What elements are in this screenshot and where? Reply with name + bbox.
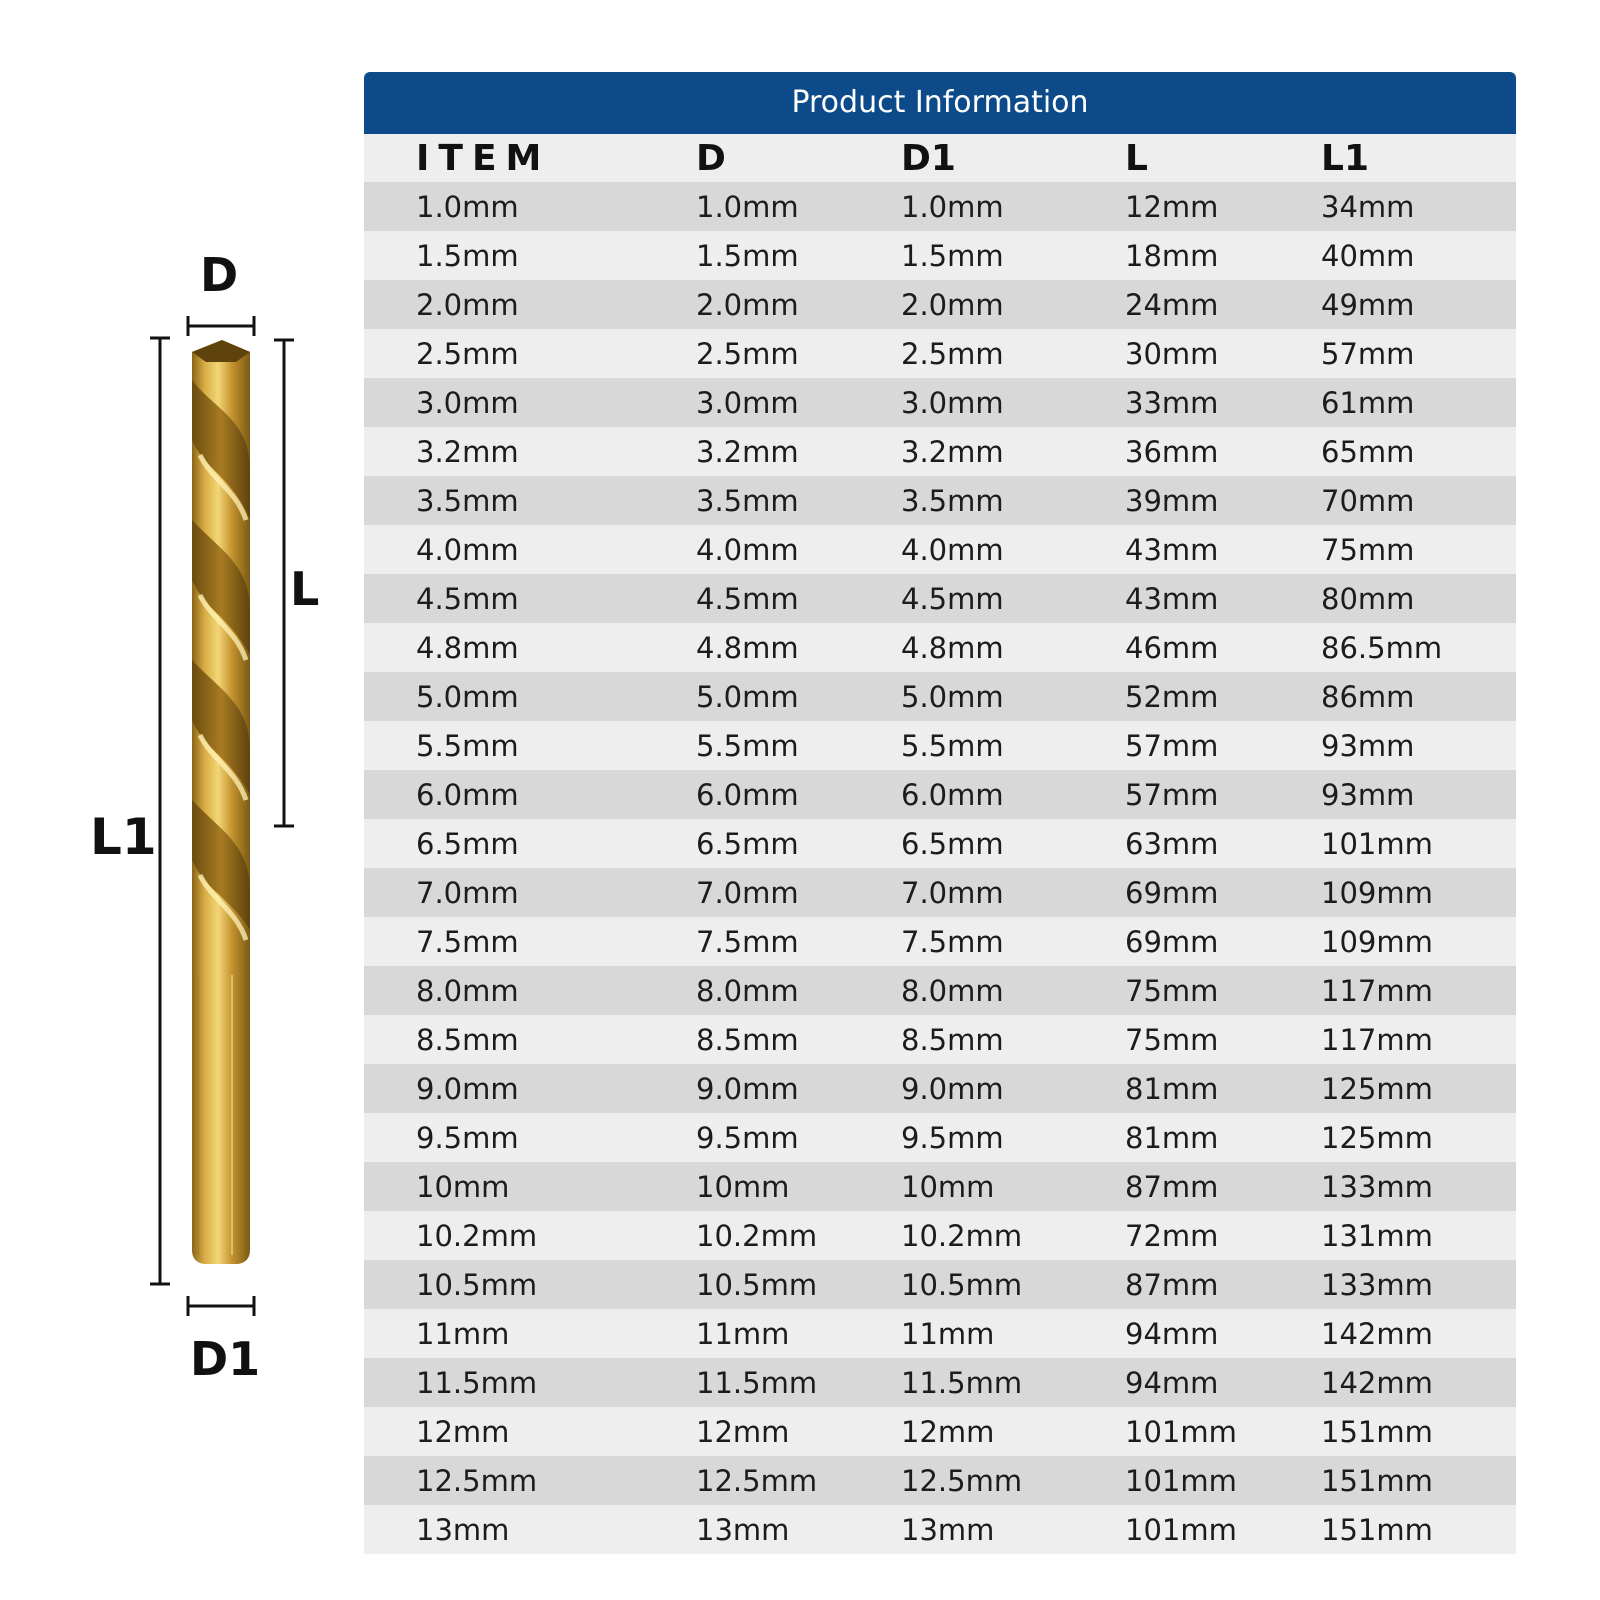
cell-l1: 75mm	[1321, 532, 1415, 567]
table-row	[364, 525, 1516, 574]
cell-item: 5.0mm	[416, 679, 519, 714]
cell-l1: 125mm	[1321, 1120, 1433, 1155]
cell-item: 7.5mm	[416, 924, 519, 959]
cell-l1: 34mm	[1321, 189, 1415, 224]
header-l: L	[1125, 137, 1148, 179]
cell-item: 5.5mm	[416, 728, 519, 763]
cell-l: 101mm	[1125, 1512, 1237, 1547]
cell-item: 3.2mm	[416, 434, 519, 469]
dimension-label-d1: D1	[190, 1332, 261, 1386]
cell-d1: 11.5mm	[901, 1365, 1023, 1400]
cell-d: 4.0mm	[696, 532, 799, 567]
cell-d1: 4.5mm	[901, 581, 1004, 616]
cell-d: 3.5mm	[696, 483, 799, 518]
cell-d1: 10.2mm	[901, 1218, 1023, 1253]
cell-d1: 7.0mm	[901, 875, 1004, 910]
header-item: ITEM	[416, 137, 551, 179]
cell-d: 8.5mm	[696, 1022, 799, 1057]
table-row	[364, 1407, 1516, 1456]
table-row	[364, 427, 1516, 476]
table-row	[364, 280, 1516, 329]
table-row	[364, 770, 1516, 819]
drill-diagram	[0, 0, 340, 1600]
cell-item: 1.5mm	[416, 238, 519, 273]
cell-l: 75mm	[1125, 973, 1219, 1008]
cell-d1: 7.5mm	[901, 924, 1004, 959]
table-row	[364, 182, 1516, 231]
cell-l1: 151mm	[1321, 1512, 1433, 1547]
cell-l: 94mm	[1125, 1316, 1219, 1351]
cell-d: 9.5mm	[696, 1120, 799, 1155]
cell-item: 8.0mm	[416, 973, 519, 1008]
cell-d1: 4.8mm	[901, 630, 1004, 665]
cell-l1: 109mm	[1321, 924, 1433, 959]
cell-l1: 151mm	[1321, 1463, 1433, 1498]
drill-bit-drawing	[0, 0, 340, 1600]
cell-l: 75mm	[1125, 1022, 1219, 1057]
table-row	[364, 1113, 1516, 1162]
cell-d1: 6.5mm	[901, 826, 1004, 861]
table-row	[364, 721, 1516, 770]
table-row	[364, 1064, 1516, 1113]
cell-item: 11.5mm	[416, 1365, 538, 1400]
cell-l: 52mm	[1125, 679, 1219, 714]
cell-l1: 61mm	[1321, 385, 1415, 420]
cell-item: 4.8mm	[416, 630, 519, 665]
cell-d: 12.5mm	[696, 1463, 818, 1498]
cell-l: 39mm	[1125, 483, 1219, 518]
cell-d: 3.2mm	[696, 434, 799, 469]
cell-d1: 11mm	[901, 1316, 995, 1351]
cell-d: 8.0mm	[696, 973, 799, 1008]
cell-item: 2.5mm	[416, 336, 519, 371]
table-row	[364, 231, 1516, 280]
cell-l: 81mm	[1125, 1071, 1219, 1106]
cell-d1: 8.0mm	[901, 973, 1004, 1008]
cell-d1: 4.0mm	[901, 532, 1004, 567]
cell-d1: 6.0mm	[901, 777, 1004, 812]
table-row	[364, 1162, 1516, 1211]
cell-l1: 109mm	[1321, 875, 1433, 910]
table-row	[364, 1309, 1516, 1358]
table-header-row	[364, 134, 1516, 182]
cell-d1: 3.5mm	[901, 483, 1004, 518]
cell-item: 13mm	[416, 1512, 510, 1547]
cell-d: 1.0mm	[696, 189, 799, 224]
table-body	[364, 182, 1516, 1554]
cell-item: 2.0mm	[416, 287, 519, 322]
cell-l1: 151mm	[1321, 1414, 1433, 1449]
cell-item: 10.2mm	[416, 1218, 538, 1253]
table-row	[364, 574, 1516, 623]
cell-l1: 80mm	[1321, 581, 1415, 616]
cell-l: 43mm	[1125, 532, 1219, 567]
cell-item: 10mm	[416, 1169, 510, 1204]
dimension-label-l1: L1	[90, 808, 157, 866]
cell-l1: 57mm	[1321, 336, 1415, 371]
cell-d: 2.5mm	[696, 336, 799, 371]
cell-d: 7.5mm	[696, 924, 799, 959]
cell-d: 11mm	[696, 1316, 790, 1351]
cell-d: 1.5mm	[696, 238, 799, 273]
cell-l1: 40mm	[1321, 238, 1415, 273]
cell-l1: 133mm	[1321, 1267, 1433, 1302]
header-l1: L1	[1321, 137, 1369, 179]
cell-d: 12mm	[696, 1414, 790, 1449]
cell-l: 69mm	[1125, 875, 1219, 910]
cell-item: 9.5mm	[416, 1120, 519, 1155]
cell-d: 4.5mm	[696, 581, 799, 616]
cell-d: 4.8mm	[696, 630, 799, 665]
cell-l1: 70mm	[1321, 483, 1415, 518]
cell-d: 6.5mm	[696, 826, 799, 861]
cell-l1: 117mm	[1321, 1022, 1433, 1057]
cell-l: 94mm	[1125, 1365, 1219, 1400]
cell-l: 30mm	[1125, 336, 1219, 371]
cell-d1: 9.0mm	[901, 1071, 1004, 1106]
cell-d: 6.0mm	[696, 777, 799, 812]
cell-d: 10.5mm	[696, 1267, 818, 1302]
table-row	[364, 966, 1516, 1015]
dimension-d1	[188, 1296, 254, 1316]
cell-l1: 142mm	[1321, 1365, 1433, 1400]
table-row	[364, 1211, 1516, 1260]
cell-d1: 3.0mm	[901, 385, 1004, 420]
cell-item: 11mm	[416, 1316, 510, 1351]
cell-l1: 101mm	[1321, 826, 1433, 861]
cell-item: 8.5mm	[416, 1022, 519, 1057]
cell-d1: 2.0mm	[901, 287, 1004, 322]
cell-l: 63mm	[1125, 826, 1219, 861]
cell-l: 24mm	[1125, 287, 1219, 322]
table-row	[364, 917, 1516, 966]
cell-l1: 133mm	[1321, 1169, 1433, 1204]
header-d1: D1	[901, 137, 956, 179]
cell-l: 12mm	[1125, 189, 1219, 224]
cell-l: 46mm	[1125, 630, 1219, 665]
cell-item: 4.5mm	[416, 581, 519, 616]
cell-d: 10.2mm	[696, 1218, 818, 1253]
table-row	[364, 1015, 1516, 1064]
table-row	[364, 819, 1516, 868]
table-row	[364, 329, 1516, 378]
cell-l: 36mm	[1125, 434, 1219, 469]
cell-l: 57mm	[1125, 728, 1219, 763]
dimension-label-d: D	[200, 248, 239, 302]
cell-item: 12mm	[416, 1414, 510, 1449]
cell-d1: 12.5mm	[901, 1463, 1023, 1498]
cell-l1: 125mm	[1321, 1071, 1433, 1106]
cell-l: 101mm	[1125, 1414, 1237, 1449]
cell-d: 11.5mm	[696, 1365, 818, 1400]
cell-item: 9.0mm	[416, 1071, 519, 1106]
cell-item: 10.5mm	[416, 1267, 538, 1302]
cell-l1: 49mm	[1321, 287, 1415, 322]
cell-l1: 86.5mm	[1321, 630, 1443, 665]
cell-l1: 86mm	[1321, 679, 1415, 714]
product-information-table	[364, 72, 1516, 1554]
cell-item: 3.0mm	[416, 385, 519, 420]
table-title: Product Information	[364, 72, 1516, 134]
cell-d: 7.0mm	[696, 875, 799, 910]
cell-l: 18mm	[1125, 238, 1219, 273]
cell-d1: 3.2mm	[901, 434, 1004, 469]
cell-d1: 1.5mm	[901, 238, 1004, 273]
cell-d1: 10mm	[901, 1169, 995, 1204]
cell-d1: 9.5mm	[901, 1120, 1004, 1155]
dimension-label-l: L	[290, 562, 320, 616]
cell-l: 87mm	[1125, 1169, 1219, 1204]
table-row	[364, 623, 1516, 672]
cell-l1: 131mm	[1321, 1218, 1433, 1253]
cell-l: 43mm	[1125, 581, 1219, 616]
cell-l: 87mm	[1125, 1267, 1219, 1302]
table-row	[364, 868, 1516, 917]
cell-d: 10mm	[696, 1169, 790, 1204]
table-row	[364, 1260, 1516, 1309]
cell-item: 6.5mm	[416, 826, 519, 861]
cell-d: 9.0mm	[696, 1071, 799, 1106]
cell-d1: 5.0mm	[901, 679, 1004, 714]
cell-d1: 2.5mm	[901, 336, 1004, 371]
table-row	[364, 1456, 1516, 1505]
cell-l: 33mm	[1125, 385, 1219, 420]
cell-d: 2.0mm	[696, 287, 799, 322]
cell-d1: 12mm	[901, 1414, 995, 1449]
table-row	[364, 672, 1516, 721]
cell-l: 81mm	[1125, 1120, 1219, 1155]
table-row	[364, 1505, 1516, 1554]
cell-l1: 65mm	[1321, 434, 1415, 469]
cell-d: 5.0mm	[696, 679, 799, 714]
cell-item: 6.0mm	[416, 777, 519, 812]
cell-item: 4.0mm	[416, 532, 519, 567]
cell-item: 1.0mm	[416, 189, 519, 224]
cell-item: 7.0mm	[416, 875, 519, 910]
cell-d: 5.5mm	[696, 728, 799, 763]
table-row	[364, 476, 1516, 525]
table-row	[364, 1358, 1516, 1407]
cell-d: 3.0mm	[696, 385, 799, 420]
cell-d1: 8.5mm	[901, 1022, 1004, 1057]
cell-d1: 5.5mm	[901, 728, 1004, 763]
header-d: D	[696, 137, 726, 179]
cell-l1: 93mm	[1321, 728, 1415, 763]
cell-d: 13mm	[696, 1512, 790, 1547]
table-row	[364, 378, 1516, 427]
cell-item: 12.5mm	[416, 1463, 538, 1498]
cell-d1: 13mm	[901, 1512, 995, 1547]
cell-l: 101mm	[1125, 1463, 1237, 1498]
cell-d1: 1.0mm	[901, 189, 1004, 224]
cell-l1: 117mm	[1321, 973, 1433, 1008]
drill-flutes	[192, 340, 250, 970]
cell-l1: 93mm	[1321, 777, 1415, 812]
cell-l: 57mm	[1125, 777, 1219, 812]
cell-l: 72mm	[1125, 1218, 1219, 1253]
cell-l: 69mm	[1125, 924, 1219, 959]
dimension-d	[188, 316, 254, 336]
cell-d1: 10.5mm	[901, 1267, 1023, 1302]
cell-item: 3.5mm	[416, 483, 519, 518]
cell-l1: 142mm	[1321, 1316, 1433, 1351]
